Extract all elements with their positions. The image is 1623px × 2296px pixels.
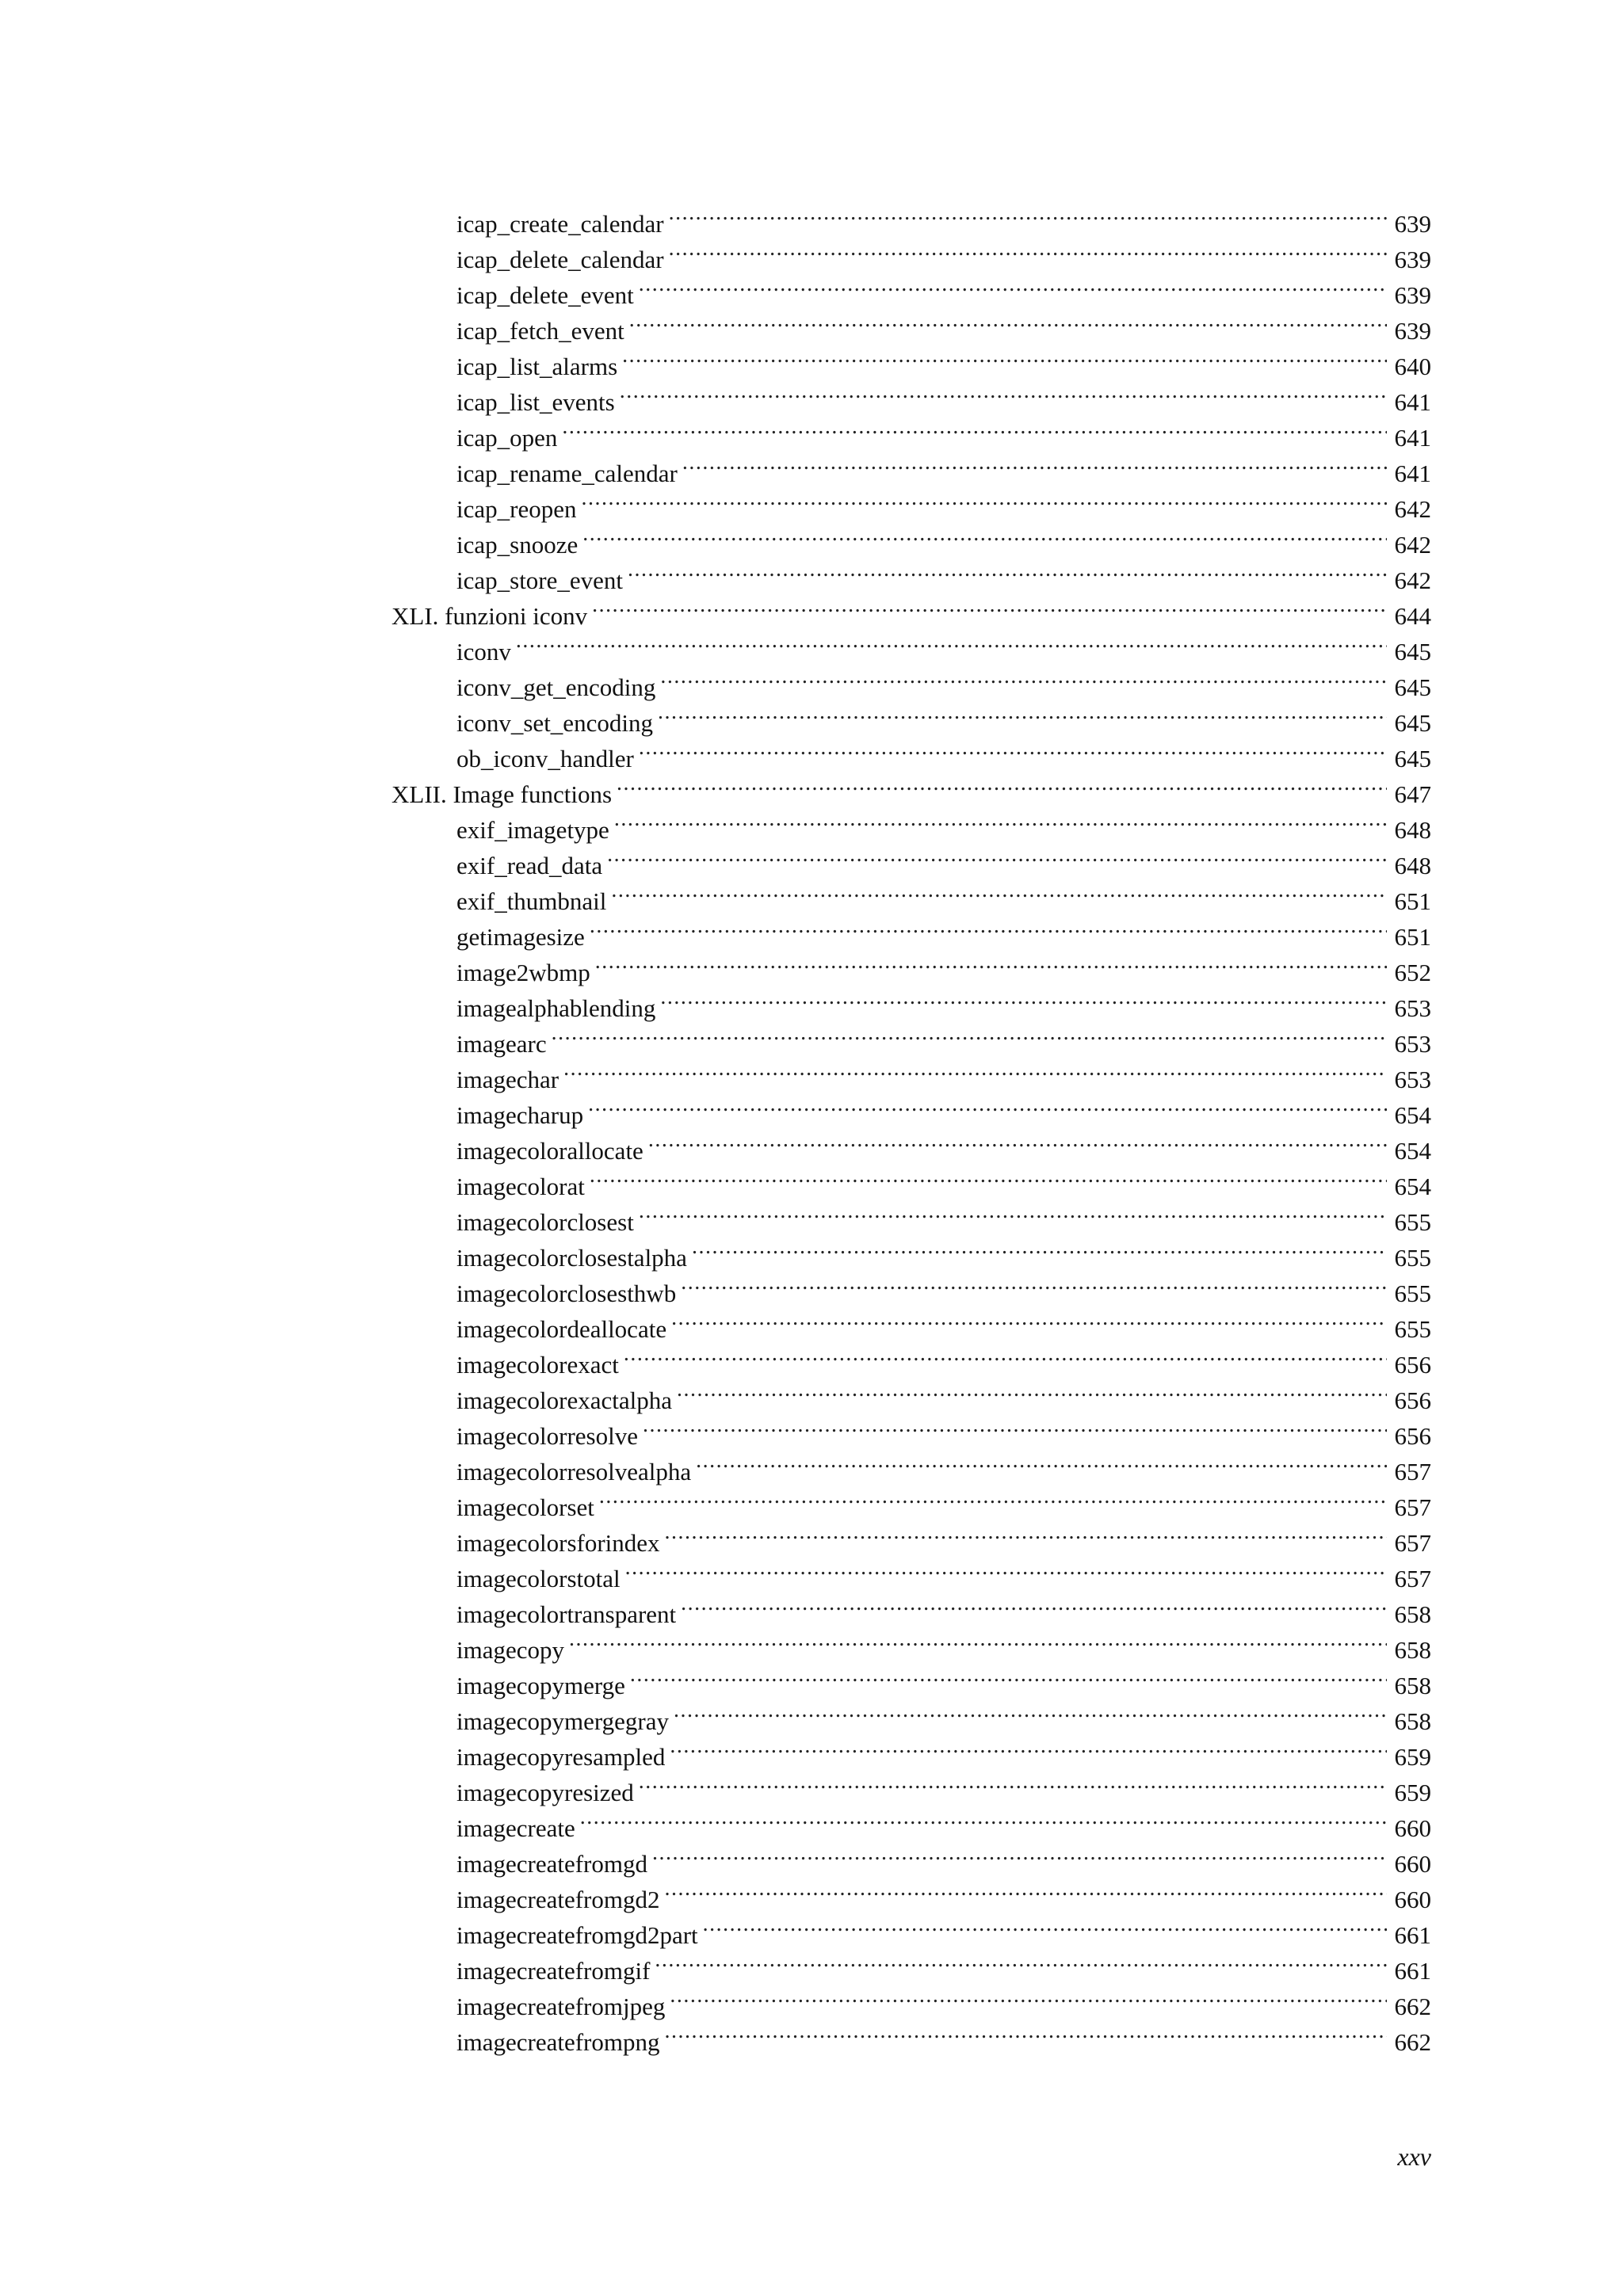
toc-entry-label: imagecolorset	[456, 1493, 594, 1521]
toc-entry-page: 655	[1394, 1208, 1431, 1236]
toc-entry-label: icap_list_alarms	[456, 353, 618, 380]
dot-leader	[617, 767, 1387, 803]
dot-leader	[622, 339, 1387, 375]
dot-leader	[669, 232, 1387, 268]
toc-entry-label: imagecolorclosesthwb	[456, 1280, 677, 1307]
toc-entry-page: 658	[1394, 1707, 1431, 1735]
toc-entry-page: 662	[1394, 1993, 1431, 2020]
dot-leader	[639, 268, 1387, 303]
toc-entry-label: imagecolordeallocate	[456, 1315, 667, 1343]
toc-entry-page: 648	[1394, 816, 1431, 844]
toc-entry-label: imagecopy	[456, 1636, 565, 1664]
toc-entry-label: iconv_set_encoding	[456, 709, 653, 737]
dot-leader	[681, 1266, 1387, 1302]
toc-entry-page: 653	[1394, 1030, 1431, 1058]
dot-leader	[628, 553, 1387, 589]
toc-entry-page: 639	[1394, 210, 1431, 238]
dot-leader	[581, 482, 1387, 517]
dot-leader	[562, 410, 1387, 446]
dot-leader	[674, 1694, 1387, 1730]
dot-leader	[580, 1801, 1387, 1836]
toc-entry-label: exif_imagetype	[456, 816, 609, 844]
toc-entry-label: XLII. Image functions	[391, 780, 613, 808]
dot-leader	[660, 981, 1387, 1016]
toc-entry-page: 658	[1394, 1636, 1431, 1664]
dot-leader	[670, 1730, 1387, 1765]
dot-leader	[639, 1195, 1387, 1230]
toc-entry-label: getimagesize	[456, 923, 585, 951]
toc-entry-label: icap_rename_calendar	[456, 460, 678, 487]
toc-entry-page: 655	[1394, 1280, 1431, 1307]
toc-entry-page: 657	[1394, 1529, 1431, 1557]
toc-entry-label: icap_reopen	[456, 495, 577, 523]
dot-leader	[692, 1230, 1387, 1266]
dot-leader	[599, 1480, 1387, 1516]
toc-entry-label: imagecharup	[456, 1101, 584, 1129]
toc-entry-label: icap_list_events	[456, 388, 615, 416]
table-of-contents	[391, 196, 1431, 2056]
dot-leader	[569, 1623, 1387, 1658]
toc-entry-page: 647	[1394, 780, 1431, 808]
toc-entry-label: icap_open	[456, 424, 558, 452]
dot-leader	[696, 1444, 1387, 1480]
dot-leader	[671, 1302, 1387, 1337]
toc-entry-page: 659	[1394, 1779, 1431, 1806]
dot-leader	[552, 1016, 1387, 1052]
toc-entry-page: 645	[1394, 745, 1431, 772]
toc-entry-page: 653	[1394, 994, 1431, 1022]
toc-entry-label: ob_iconv_handler	[456, 745, 634, 772]
toc-entry-page: 640	[1394, 353, 1431, 380]
dot-leader	[669, 196, 1387, 232]
dot-leader	[582, 517, 1387, 553]
dot-leader	[630, 1658, 1387, 1694]
dot-leader	[655, 1943, 1387, 1979]
dot-leader	[639, 731, 1387, 767]
toc-entry-page: 654	[1394, 1137, 1431, 1165]
dot-leader	[658, 696, 1387, 731]
toc-entry-page: 662	[1394, 2028, 1431, 2056]
toc-entry-label: imagecreatefromgd	[456, 1850, 647, 1878]
dot-leader	[682, 446, 1387, 482]
toc-entry-label: imagecolorclosestalpha	[456, 1244, 687, 1272]
toc-entry-label: icap_snooze	[456, 531, 579, 559]
dot-leader	[590, 1159, 1387, 1195]
toc-entry-page: 656	[1394, 1351, 1431, 1379]
toc-entry-page: 661	[1394, 1957, 1431, 1985]
toc-entry-label: icap_delete_calendar	[456, 246, 664, 273]
dot-leader	[664, 1872, 1387, 1908]
toc-entry-label: imagecreatefromgd2part	[456, 1921, 698, 1949]
toc-entry-label: imagecopyresampled	[456, 1743, 666, 1771]
toc-entry-page: 639	[1394, 246, 1431, 273]
toc-entry-label: XLI. funzioni iconv	[391, 602, 588, 630]
toc-entry-page: 654	[1394, 1101, 1431, 1129]
dot-leader	[660, 660, 1387, 696]
toc-entry-page: 642	[1394, 566, 1431, 594]
toc-entry-page: 642	[1394, 531, 1431, 559]
toc-entry[interactable]	[391, 624, 1431, 666]
toc-entry-label: imagechar	[456, 1066, 559, 1093]
toc-entry-label: imagecreatefromjpeg	[456, 1993, 666, 2020]
dot-leader	[643, 1409, 1387, 1444]
toc-entry-page: 645	[1394, 638, 1431, 666]
toc-entry-page: 642	[1394, 495, 1431, 523]
toc-entry-page: 657	[1394, 1565, 1431, 1592]
dot-leader	[703, 1908, 1387, 1943]
toc-entry-page: 658	[1394, 1672, 1431, 1699]
toc-entry-page: 659	[1394, 1743, 1431, 1771]
toc-entry[interactable]	[391, 660, 1431, 701]
toc-entry-label: icap_fetch_event	[456, 317, 624, 345]
toc-entry-label: icap_delete_event	[456, 281, 634, 309]
dot-leader	[611, 874, 1387, 910]
toc-entry-label: imagecolorresolvealpha	[456, 1458, 692, 1486]
page-number: xxv	[1397, 2142, 1431, 2171]
toc-entry-page: 645	[1394, 709, 1431, 737]
dot-leader	[670, 1979, 1387, 2015]
dot-leader	[614, 803, 1387, 838]
dot-leader	[677, 1373, 1387, 1409]
toc-entry-label: imagecreatefromgif	[456, 1957, 651, 1985]
toc-entry-label: image2wbmp	[456, 959, 590, 986]
toc-entry-label: imagecopymergegray	[456, 1707, 669, 1735]
toc-entry-label: imagecopyresized	[456, 1779, 634, 1806]
toc-entry-page: 639	[1394, 281, 1431, 309]
toc-entry-label: imagecreate	[456, 1814, 575, 1842]
toc-entry-label: imagecopymerge	[456, 1672, 625, 1699]
toc-entry-label: imagecreatefromgd2	[456, 1886, 660, 1913]
toc-entry-page: 660	[1394, 1850, 1431, 1878]
toc-entry-label: iconv_get_encoding	[456, 673, 656, 701]
toc-entry-label: imagealphablending	[456, 994, 656, 1022]
toc-entry-page: 653	[1394, 1066, 1431, 1093]
toc-entry-page: 661	[1394, 1921, 1431, 1949]
dot-leader	[590, 910, 1387, 945]
dot-leader	[595, 945, 1387, 981]
dot-leader	[625, 1551, 1387, 1587]
toc-entry-label: imagecolorexact	[456, 1351, 619, 1379]
toc-entry-label: imagecolorstotal	[456, 1565, 621, 1592]
toc-entry-page: 641	[1394, 388, 1431, 416]
toc-entry-page: 641	[1394, 460, 1431, 487]
dot-leader	[620, 375, 1387, 410]
toc-entry-page: 657	[1394, 1458, 1431, 1486]
toc-entry[interactable]	[391, 196, 1431, 238]
toc-entry-label: imagecolorexactalpha	[456, 1386, 672, 1414]
toc-entry-page: 655	[1394, 1244, 1431, 1272]
toc-entry[interactable]	[391, 1052, 1431, 1093]
dot-leader	[664, 2015, 1387, 2050]
toc-entry-label: icap_store_event	[456, 566, 624, 594]
toc-entry-label: imagecolorsforindex	[456, 1529, 660, 1557]
toc-entry-page: 639	[1394, 317, 1431, 345]
toc-entry-page: 660	[1394, 1886, 1431, 1913]
toc-entry-page: 658	[1394, 1600, 1431, 1628]
toc-entry-page: 657	[1394, 1493, 1431, 1521]
dot-leader	[592, 589, 1387, 624]
dot-leader	[563, 1052, 1387, 1088]
dot-leader	[665, 1516, 1387, 1551]
toc-entry-label: icap_create_calendar	[456, 210, 664, 238]
toc-entry-page: 654	[1394, 1173, 1431, 1200]
toc-entry-page: 652	[1394, 959, 1431, 986]
toc-entry-label: imagecolorresolve	[456, 1422, 638, 1450]
dot-leader	[629, 303, 1387, 339]
toc-entry-label: imagearc	[456, 1030, 547, 1058]
dot-leader	[681, 1587, 1387, 1623]
dot-leader	[607, 838, 1387, 874]
toc-entry-label: exif_thumbnail	[456, 887, 607, 915]
toc-entry-label: imagecolorclosest	[456, 1208, 634, 1236]
toc-entry-page: 645	[1394, 673, 1431, 701]
toc-entry-label: imagecolorallocate	[456, 1137, 643, 1165]
dot-leader	[624, 1337, 1387, 1373]
dot-leader	[648, 1123, 1387, 1159]
dot-leader	[639, 1765, 1387, 1801]
toc-entry-page: 656	[1394, 1386, 1431, 1414]
toc-entry-page: 651	[1394, 923, 1431, 951]
toc-entry-page: 660	[1394, 1814, 1431, 1842]
dot-leader	[516, 624, 1387, 660]
toc-entry-page: 648	[1394, 852, 1431, 879]
toc-entry-label: exif_read_data	[456, 852, 603, 879]
toc-entry-page: 641	[1394, 424, 1431, 452]
dot-leader	[652, 1836, 1387, 1872]
toc-entry-page: 651	[1394, 887, 1431, 915]
toc-entry-label: imagecolortransparent	[456, 1600, 677, 1628]
toc-entry-page: 656	[1394, 1422, 1431, 1450]
dot-leader	[588, 1088, 1387, 1123]
toc-entry-page: 644	[1394, 602, 1431, 630]
toc-entry-label: imagecreatefrompng	[456, 2028, 660, 2056]
toc-entry-page: 655	[1394, 1315, 1431, 1343]
toc-entry-label: imagecolorat	[456, 1173, 585, 1200]
toc-entry-label: iconv	[456, 638, 511, 666]
